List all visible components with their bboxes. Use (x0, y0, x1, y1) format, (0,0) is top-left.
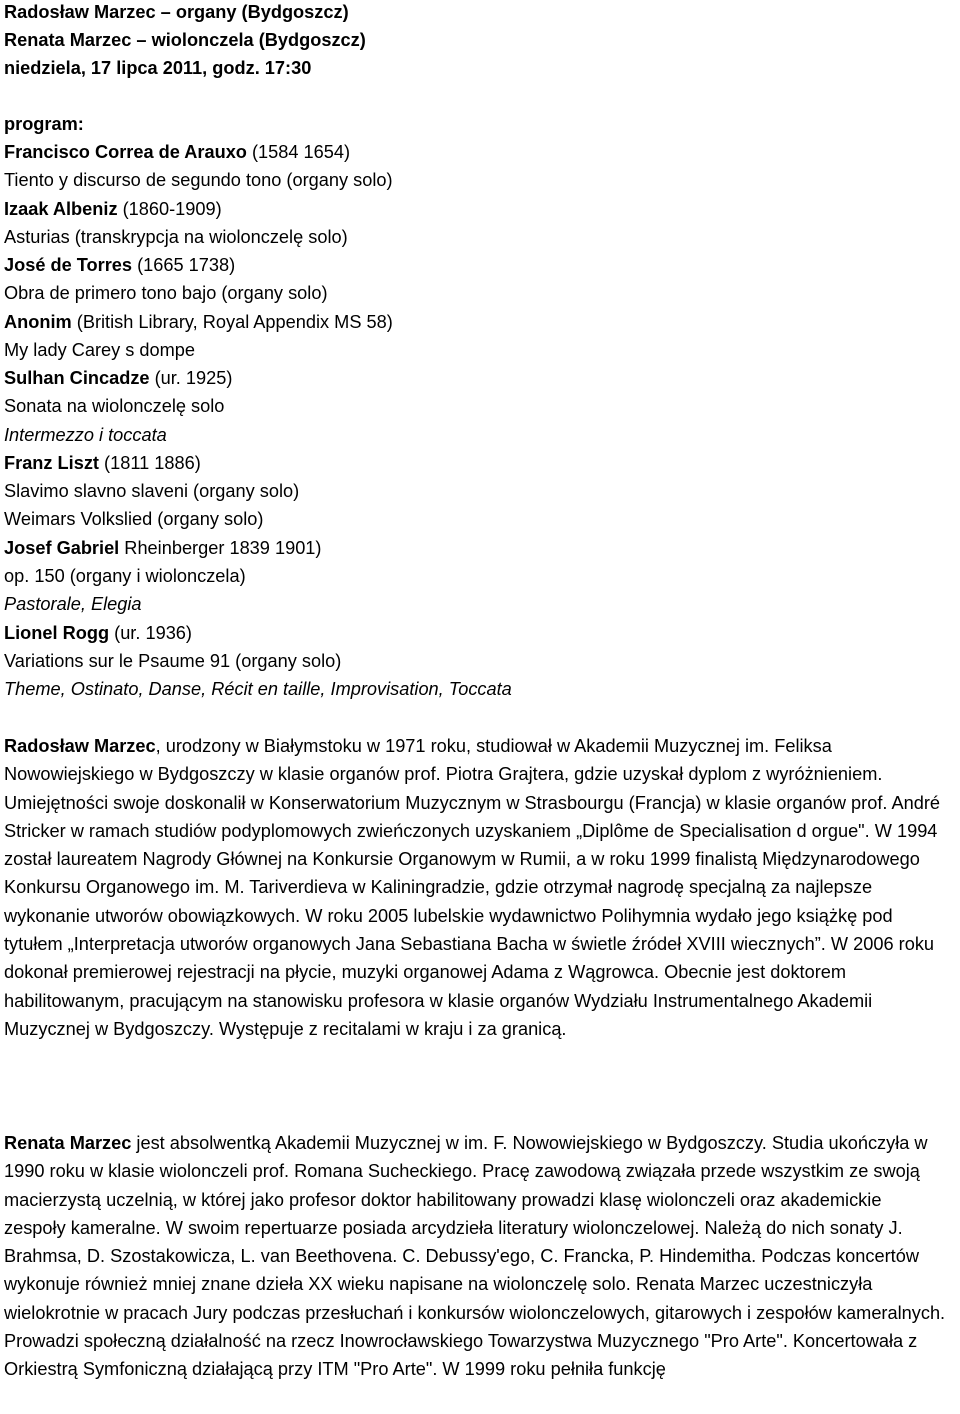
program-work: Sonata na wiolonczelę solo (4, 396, 225, 416)
program-work: My lady Carey s dompe (4, 340, 196, 360)
composer-name: Franz Liszt (4, 453, 99, 473)
composer-name: Izaak Albeniz (4, 199, 118, 219)
performer-organ: Radosław Marzec – organy (Bydgoszcz) (4, 2, 349, 22)
program-work: Variations sur le Psaume 91 (organy solo) (4, 651, 342, 671)
composer-name: José de Torres (4, 255, 133, 275)
composer-name: Sulhan Cincadze (4, 368, 150, 388)
program-work-movements: Pastorale, Elegia (4, 594, 142, 614)
composer-name: Francisco Correa de Arauxo (4, 142, 247, 162)
program-composer (4, 449, 201, 477)
composer-dates: (ur. 1925) (149, 368, 233, 388)
composer-dates: (ur. 1936) (109, 623, 192, 643)
composer-name: Josef Gabriel (4, 538, 120, 558)
program-work: Weimars Volkslied (organy solo) (4, 509, 264, 529)
composer-dates: (1584 1654) (246, 142, 351, 162)
bio-name: Radosław Marzec (4, 736, 156, 756)
composer-dates: (1665 1738) (132, 255, 236, 275)
composer-name: Lionel Rogg (4, 623, 110, 643)
concert-date: niedziela, 17 lipca 2011, godz. 17:30 (4, 58, 312, 78)
performer-cello: Renata Marzec – wiolonczela (Bydgoszcz) (4, 30, 366, 50)
composer-dates: (British Library, Royal Appendix MS 58) (71, 312, 393, 332)
composer-dates: (1811 1886) (99, 453, 201, 473)
program-composer (4, 534, 321, 562)
program-composer (4, 195, 222, 223)
program-work: Slavimo slavno slaveni (organy solo) (4, 481, 300, 501)
program-work: Asturias (transkrypcja na wiolonczelę solo) (4, 227, 348, 247)
program-composer (4, 251, 235, 279)
bio-renata-marzec (4, 1129, 948, 1384)
program-work-movements: Intermezzo i toccata (4, 425, 167, 445)
bio-text: , urodzony w Białymstoku w 1971 roku, studiował w Akademii Muzycznej im. Feliksa Nowowiejskiego w Bydgoszczy w klasie organów prof. Piotra Grajtera, gdzie uzyskał dyplom z wyróżnieniem. Umiejętności swoje doskonalił w Konserwatorium Muzycznym w Strasbourgu (Francja) w klasie organów prof. André Stricker w ramach studiów podyplomowych zwieńczonych uzyskaniem „Diplôme de Specialisation d orgue". W 1994 został laureatem Nagrody Głównej na Konkursie Organowym w Rumii, a w roku 1999 finalistą Międzynarodowego Konkursu Organowego im. M. Tariverdieva w Kaliningradzie, gdzie otrzymał nagrodę specjalną za najlepsze wykonanie utworów obowiązkowych. W roku 2005 lubelskie wydawnictwo Polihymnia wydało jego książkę pod tytułem „Interpretacja utworów organowych Jana Sebastiana Bacha w świetle źródeł XVIII wiecznych”. W 2006 roku dokonał premierowej rejestracji na płycie, muzyki organowej Adama z Wągrowca. Obecnie jest doktorem habilitowanym, pracującym na stanowisku profesora w klasie organów Wydziału Instrumentalnego Akademii Muzycznej w Bydgoszczy. Występuje z recitalami w kraju i za granicą. (4, 736, 941, 1039)
program-work: op. 150 (organy i wiolonczela) (4, 566, 246, 586)
program-heading: program: (4, 114, 84, 134)
bio-radoslaw-marzec (4, 732, 948, 1043)
program-work-movements: Theme, Ostinato, Danse, Récit en taille, Improvisation, Toccata (4, 679, 512, 699)
program-work: Obra de primero tono bajo (organy solo) (4, 283, 328, 303)
bio-text: jest absolwentką Akademii Muzycznej w im. F. Nowowiejskiego w Bydgoszczy. Studia ukończyła w 1990 roku w klasie wiolonczeli prof. Romana Sucheckiego. Pracę zawodową związała przede wszystkim ze swoją macierzystą uczelnią, w której jako profesor doktor habilitowany prowadzi klasę wiolonczeli oraz akademickie zespoły kameralne. W swoim repertuarze posiada arcydzieła literatury wiolonczelowej. Należą do nich sonaty J. Brahmsa, D. Szostakowicza, L. van Beethovena. C. Debussy'ego, C. Francka, P. Hindemitha. Podczas koncertów wykonuje również mniej znane dzieła XX wieku napisane na wiolonczelę solo. Renata Marzec uczestniczyła wielokrotnie w pracach Jury podczas przesłuchań i konkursów wiolonczelowych, gitarowych i zespołów kameralnych. Prowadzi społeczną działalność na rzecz Inowrocławskiego Towarzystwa Muzycznego "Pro Arte". Koncertowała z Orkiestrą Symfoniczną działającą przy ITM "Pro Arte". W 1999 roku pełniła funkcję (4, 1133, 946, 1380)
program-composer (4, 308, 393, 336)
program-composer (4, 364, 232, 392)
program-composer (4, 619, 192, 647)
program-composer (4, 138, 350, 166)
program-work: Tiento y discurso de segundo tono (organy solo) (4, 170, 393, 190)
bio-name: Renata Marzec (4, 1133, 132, 1153)
composer-name: Anonim (4, 312, 72, 332)
composer-dates: (1860-1909) (117, 199, 222, 219)
composer-dates: Rheinberger 1839 1901) (119, 538, 322, 558)
